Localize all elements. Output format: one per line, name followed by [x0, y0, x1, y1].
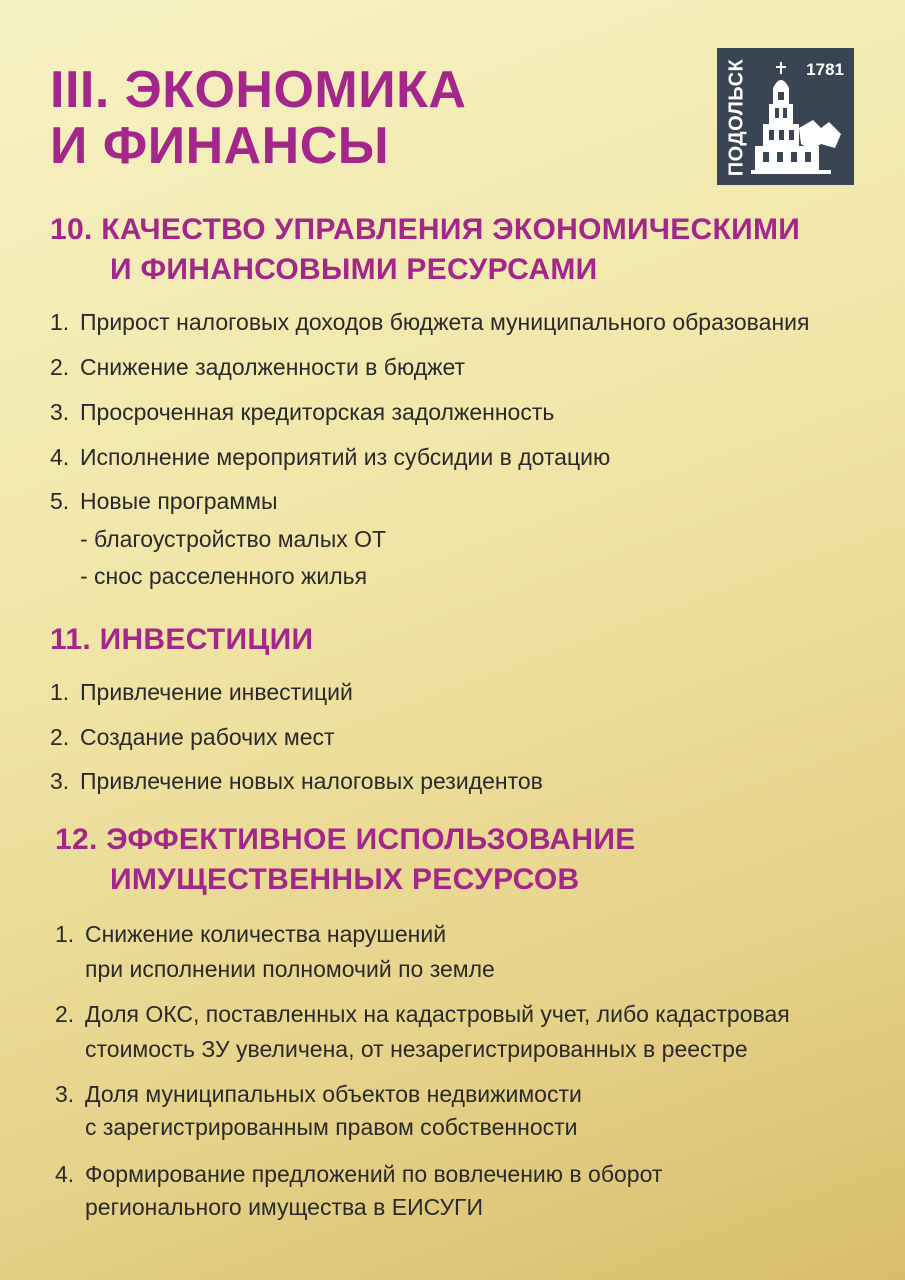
section-12-item-2: 2. Доля ОКС, поставленных на кадастровый учет, либо кадастровая [55, 1001, 790, 1027]
section-12-item-2-line-2: стоимость ЗУ увеличена, от незарегистрированных в реестре [85, 1036, 748, 1062]
title-line-2: И ФИНАНСЫ [50, 117, 390, 175]
section-10-item-5-sub-1: - благоустройство малых ОТ [80, 526, 387, 552]
title-line-1: III. ЭКОНОМИКА [50, 61, 467, 119]
section-11-number: 11. [50, 623, 91, 656]
section-12-item-4-line-2: регионального имущества в ЕИСУГИ [85, 1194, 484, 1220]
section-12-item-4: 4. Формирование предложений по вовлечению в оборот [55, 1161, 663, 1187]
section-10-title-line-2: И ФИНАНСОВЫМИ РЕСУРСАМИ [110, 253, 598, 286]
section-10-item-2: 2. Снижение задолженности в бюджет [50, 354, 466, 380]
section-10-title-line-1: КАЧЕСТВО УПРАВЛЕНИЯ ЭКОНОМИЧЕСКИМИ [101, 213, 801, 246]
section-10-item-5: 5. Новые программы [50, 488, 278, 514]
section-12-title-line-1: ЭФФЕКТИВНОЕ ИСПОЛЬЗОВАНИЕ [106, 823, 636, 856]
section-10-number: 10. [50, 213, 93, 246]
section-12-number: 12. [55, 823, 98, 856]
logo-year: 1781 [806, 60, 844, 79]
section-12-item-1: 1. Снижение количества нарушений [55, 921, 447, 947]
section-10-item-4: 4. Исполнение мероприятий из субсидии в дотацию [50, 444, 611, 470]
page-title [50, 62, 466, 174]
church-icon [751, 58, 849, 180]
section-12-title-line-2: ИМУЩЕСТВЕННЫХ РЕСУРСОВ [110, 863, 580, 896]
section-12-item-3: 3. Доля муниципальных объектов недвижимости [55, 1081, 582, 1107]
section-11-title [50, 620, 313, 660]
section-10-title [50, 210, 800, 290]
section-10-item-5-sub-2: - снос расселенного жилья [80, 563, 368, 589]
section-11-item-3: 3. Привлечение новых налоговых резидентов [50, 768, 543, 794]
section-12-title [55, 820, 636, 900]
section-12-item-3-line-2: с зарегистрированным правом собственности [85, 1114, 578, 1140]
section-11-item-1: 1. Привлечение инвестиций [50, 679, 353, 705]
logo-city-name: ПОДОЛЬСК [725, 58, 748, 176]
section-11-item-2: 2. Создание рабочих мест [50, 724, 335, 750]
section-10-item-1: 1. Прирост налоговых доходов бюджета муниципального образования [50, 309, 810, 335]
section-12-item-1-line-2: при исполнении полномочий по земле [85, 956, 495, 982]
section-11-title-line-1: ИНВЕСТИЦИИ [99, 623, 314, 656]
city-logo [717, 48, 854, 185]
section-10-item-3: 3. Просроченная кредиторская задолженность [50, 399, 555, 425]
